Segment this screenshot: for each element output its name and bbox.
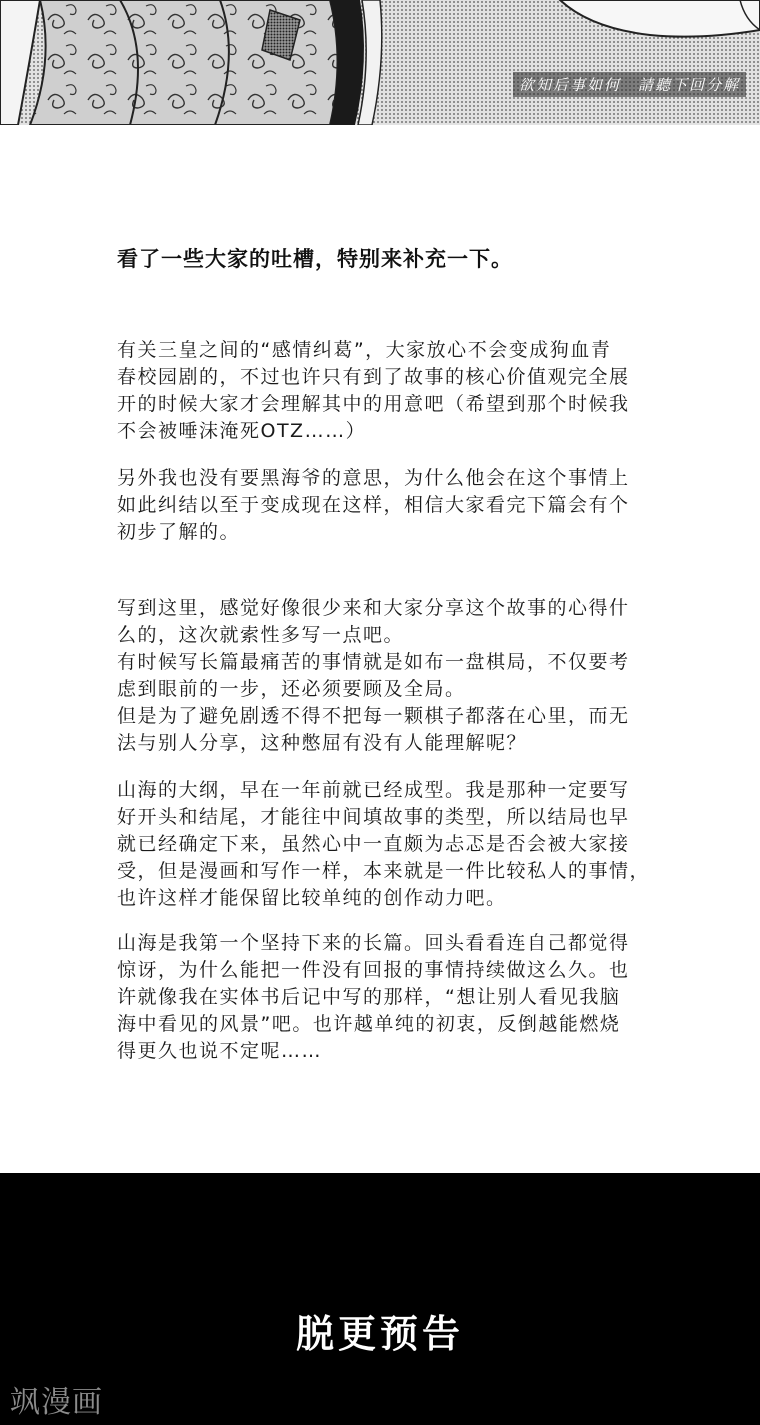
paragraph-line: 有时候写长篇最痛苦的事情就是如布一盘棋局，不仅要考	[117, 651, 630, 673]
paragraph-line: 惊讶，为什么能把一件没有回报的事情持续做这么久。也	[117, 959, 630, 981]
afterword-headline: 看了一些大家的吐槽，特别来补充一下。	[117, 247, 513, 271]
paragraph-line: 得更久也说不定呢……	[117, 1040, 323, 1062]
manga-artwork-illustration	[0, 0, 760, 125]
paragraph-line: 就已经确定下来，虽然心中一直颇为忐忑是否会被大家接	[117, 833, 630, 855]
afterword-section	[0, 125, 760, 1173]
paragraph-line: 另外我也没有要黑海爷的意思，为什么他会在这个事情上	[117, 467, 630, 489]
site-watermark: 飒漫画	[10, 1385, 103, 1420]
paragraph-line: 初步了解的。	[117, 521, 241, 543]
afterword-paragraph-1	[117, 337, 657, 445]
hiatus-notice-panel	[0, 1173, 760, 1425]
paragraph-line: 山海是我第一个坚持下来的长篇。回头看看连自己都觉得	[117, 932, 630, 954]
paragraph-line: 海中看见的风景”吧。也许越单纯的初衷，反倒越能燃烧	[117, 1013, 621, 1035]
afterword-paragraph-2	[117, 465, 657, 546]
paragraph-line: 好开头和结尾，才能往中间填故事的类型，所以结局也早	[117, 806, 630, 828]
afterword-paragraph-3	[117, 595, 657, 757]
paragraph-line: 么的，这次就索性多写一点吧。	[117, 624, 405, 646]
paragraph-line: 许就像我在实体书后记中写的那样，“想让别人看见我脑	[117, 986, 621, 1008]
paragraph-line: 不会被唾沫淹死OTZ……）	[117, 420, 367, 442]
paragraph-line: 法与别人分享，这种憋屈有没有人能理解呢？	[117, 732, 528, 754]
manga-panel-artwork	[0, 0, 760, 127]
paragraph-line: 写到这里，感觉好像很少来和大家分享这个故事的心得什	[117, 597, 630, 619]
paragraph-line: 如此纠结以至于变成现在这样，相信大家看完下篇会有个	[117, 494, 630, 516]
paragraph-line: 也许这样才能保留比较单纯的创作动力吧。	[117, 887, 507, 909]
afterword-paragraph-4	[117, 777, 657, 912]
hiatus-notice-title: 脱更预告	[295, 1312, 464, 1356]
paragraph-line: 虑到眼前的一步，还必须要顾及全局。	[117, 678, 466, 700]
paragraph-line: 受，但是漫画和写作一样，本来就是一件比较私人的事情，	[117, 860, 651, 882]
paragraph-line: 但是为了避免剧透不得不把每一颗棋子都落在心里，而无	[117, 705, 630, 727]
paragraph-line: 有关三皇之间的“感情纠葛”，大家放心不会变成狗血青	[117, 339, 612, 361]
paragraph-line: 开的时候大家才会理解其中的用意吧（希望到那个时候我	[117, 393, 630, 415]
afterword-paragraph-5	[117, 930, 657, 1065]
paragraph-line: 山海的大纲，早在一年前就已经成型。我是那种一定要写	[117, 779, 630, 801]
paragraph-line: 春校园剧的，不过也许只有到了故事的核心价值观完全展	[117, 366, 630, 388]
panel-caption: 欲知后事如何 請聽下回分解	[513, 72, 746, 97]
